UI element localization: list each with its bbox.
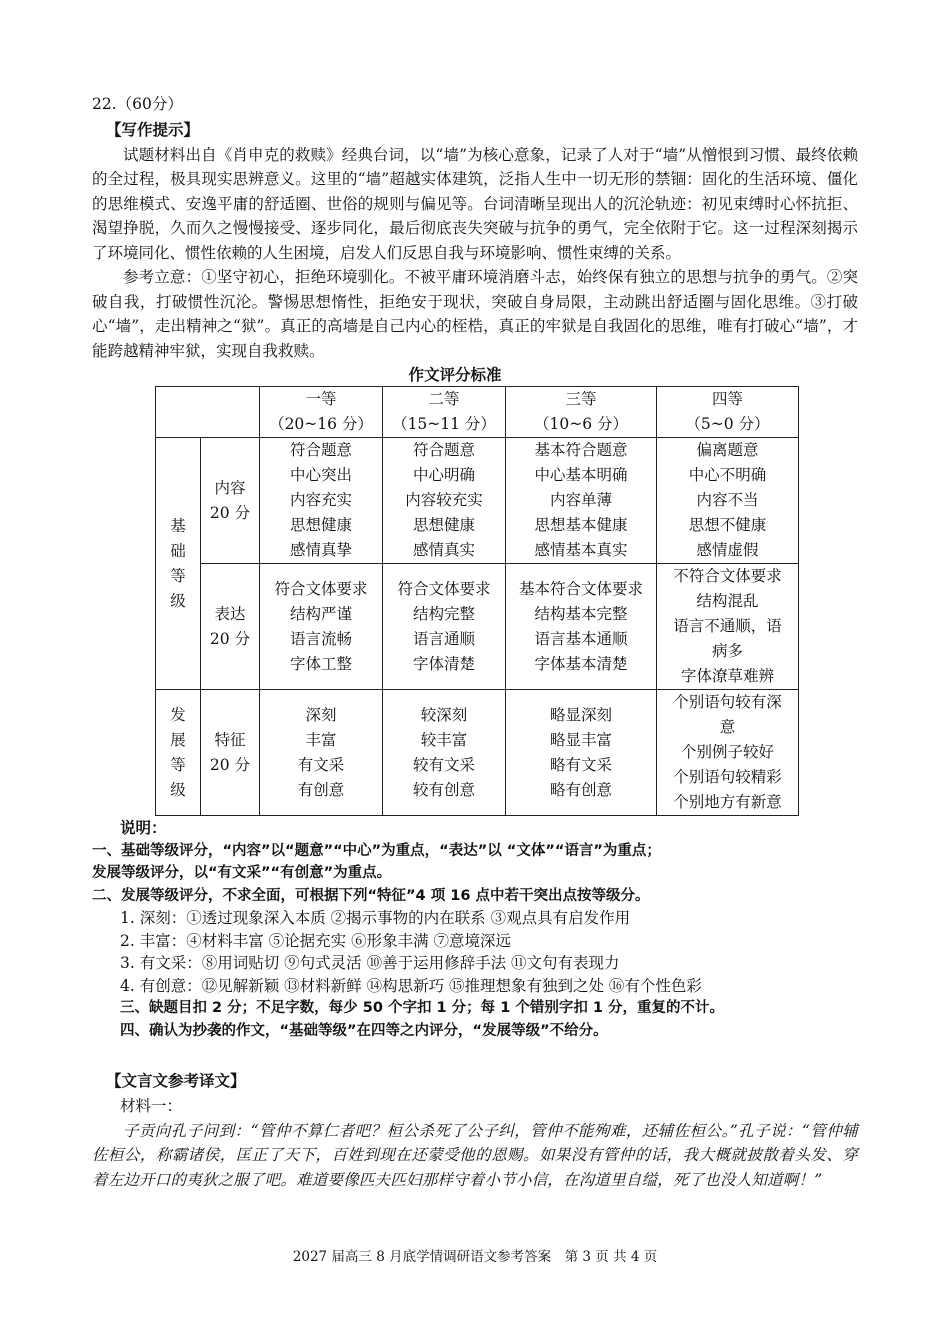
expression-label: 表达 20 分: [201, 564, 260, 690]
grade-header: 二等 （15~11 分）: [383, 387, 506, 438]
content-row: [156, 438, 799, 564]
content-cell: 符合题意 中心突出 内容充实 思想健康 感情真挚: [260, 438, 383, 564]
content-cell: 符合题意 中心明确 内容较充实 思想健康 感情真实: [383, 438, 506, 564]
expression-row: [156, 564, 799, 690]
writing-tip-heading: 【写作提示】: [106, 119, 200, 139]
note-sub-1: 1. 深刻：①透过现象深入本质 ②揭示事物的内在联系 ③观点具有启发作用: [120, 909, 631, 927]
corner-cell: [156, 387, 260, 438]
score-table-title: 作文评分标准: [408, 365, 502, 384]
translation-heading: 【文言文参考译文】: [106, 1071, 246, 1090]
material-label: 材料一：: [120, 1097, 183, 1115]
content-cell: 偏离题意 中心不明确 内容不当 思想不健康 感情虚假: [657, 438, 799, 564]
tip-paragraph: 试题材料出自《肖申克的救赎》经典台词，以“墙”为核心意象，记录了人对于“墙”从憎恨到习惯、最终依赖的全过程，极具现实思辨意义。这里的“墙”超越实体建筑，泛指人生中一切无形的禁锢：固化的生活环境、僵化的思维模式、安逸平庸的舒适圈、世俗的规则与偏见等。台词清晰呈现出人的沉沦轨迹：初见束缚时心怀抗拒、渴望挣脱，久而久之慢慢接受、逐步同化，最后彻底丧失突破与抗争的勇气，完全依附于它。这一过程深刻揭示了环境同化、惯性依赖的人生困境，启发人们反思自我与环境影响、惯性束缚的关系。: [92, 145, 858, 262]
content-label: 内容 20 分: [201, 438, 260, 564]
note-item-2: 二、发展等级评分，不求全面，可根据下列“特征”4 项 16 点中若干突出点按等级分。: [92, 887, 650, 904]
notes-heading: 说明：: [120, 818, 167, 837]
content-cell: 基本符合题意 中心基本明确 内容单薄 思想基本健康 感情基本真实: [506, 438, 657, 564]
page-footer: 2027 届高三 8 月底学情调研语文参考答案 第 3 页 共 4 页: [292, 1249, 658, 1265]
note-sub-3: 3. 有文采：⑧用词贴切 ⑨句式灵活 ⑩善于运用修辞手法 ⑪文句有表现力: [120, 954, 620, 972]
feature-cell: 较深刻 较丰富 较有文采 较有创意: [383, 690, 506, 816]
grade-header: 四等 （5~0 分）: [657, 387, 799, 438]
note-item-1: 一、基础等级评分，“内容”以“题意”“中心”为重点，“表达”以 “文体”“语言”为重点；: [92, 842, 661, 859]
feature-label: 特征 20 分: [201, 690, 260, 816]
expression-cell: 符合文体要求 结构严谨 语言流畅 字体工整: [260, 564, 383, 690]
notes-section: [92, 817, 858, 1042]
feature-row: [156, 690, 799, 816]
feature-cell: 个别语句较有深 意 个别例子较好 个别语句较精彩 个别地方有新意: [657, 690, 799, 816]
translation-paragraph: 子贡向孔子问到：“管仲不算仁者吧？桓公杀死了公子纠，管仲不能殉难，还辅佐桓公。”孔子说：“管仲辅佐桓公，称霸诸侯，匡正了天下，百姓到现在还蒙受他的恩赐。如果没有管仲的话，我大概就披散着头发、穿着左边开口的夷狄之服了吧。难道要像匹夫匹妇那样守着小节小信，在沟道里自缢，死了也没人知道啊！”: [92, 1121, 858, 1189]
dev-level-label: 发 展 等 级: [156, 690, 201, 816]
reference-paragraph: 参考立意：①坚守初心，拒绝环境驯化。不被平庸环境消磨斗志，始终保有独立的思想与抗争的勇气。②突破自我，打破惯性沉沦。警惕思想惰性，拒绝安于现状，突破自身局限，主动跳出舒适圈与固化思维。③打破心“墙”，走出精神之“狱”。真正的高墙是自己内心的桎梏，真正的牢狱是自我固化的思维，唯有打破心“墙”，才能跨越精神牢狱，实现自我救赎。: [92, 268, 858, 360]
note-item-1-cont: 发展等级评分，以“有文采”“有创意”为重点。: [92, 865, 392, 881]
score-table: [155, 386, 799, 816]
answer-page: [92, 92, 858, 1192]
feature-cell: 略显深刻 略显丰富 略有文采 略有创意: [506, 690, 657, 816]
note-sub-2: 2. 丰富：④材料丰富 ⑤论据充实 ⑥形象丰满 ⑦意境深远: [120, 931, 511, 950]
grade-header: 一等 （20~16 分）: [260, 387, 383, 438]
note-item-3: 三、缺题目扣 2 分；不足字数，每少 50 个字扣 1 分；每 1 个错别字扣 1 分，重复的不计。: [120, 1000, 725, 1016]
feature-cell: 深刻 丰富 有文采 有创意: [260, 690, 383, 816]
note-sub-4: 4. 有创意：⑫见解新颖 ⑬材料新鲜 ⑭构思新巧 ⑮推理想象有独到之处 ⑯有个性色彩: [120, 976, 702, 995]
expression-cell: 不符合文体要求 结构混乱 语言不通顺，语 病多 字体潦草难辨: [657, 564, 799, 690]
basic-level-label: 基 础 等 级: [156, 438, 201, 690]
expression-cell: 基本符合文体要求 结构基本完整 语言基本通顺 字体基本清楚: [506, 564, 657, 690]
question-number: 22.（60分）: [92, 95, 183, 113]
note-item-4: 四、确认为抄袭的作文，“基础等级”在四等之内评分，“发展等级”不给分。: [120, 1022, 608, 1039]
expression-cell: 符合文体要求 结构完整 语言通顺 字体清楚: [383, 564, 506, 690]
grade-header-row: [156, 387, 799, 438]
grade-header: 三等 （10~6 分）: [506, 387, 657, 438]
